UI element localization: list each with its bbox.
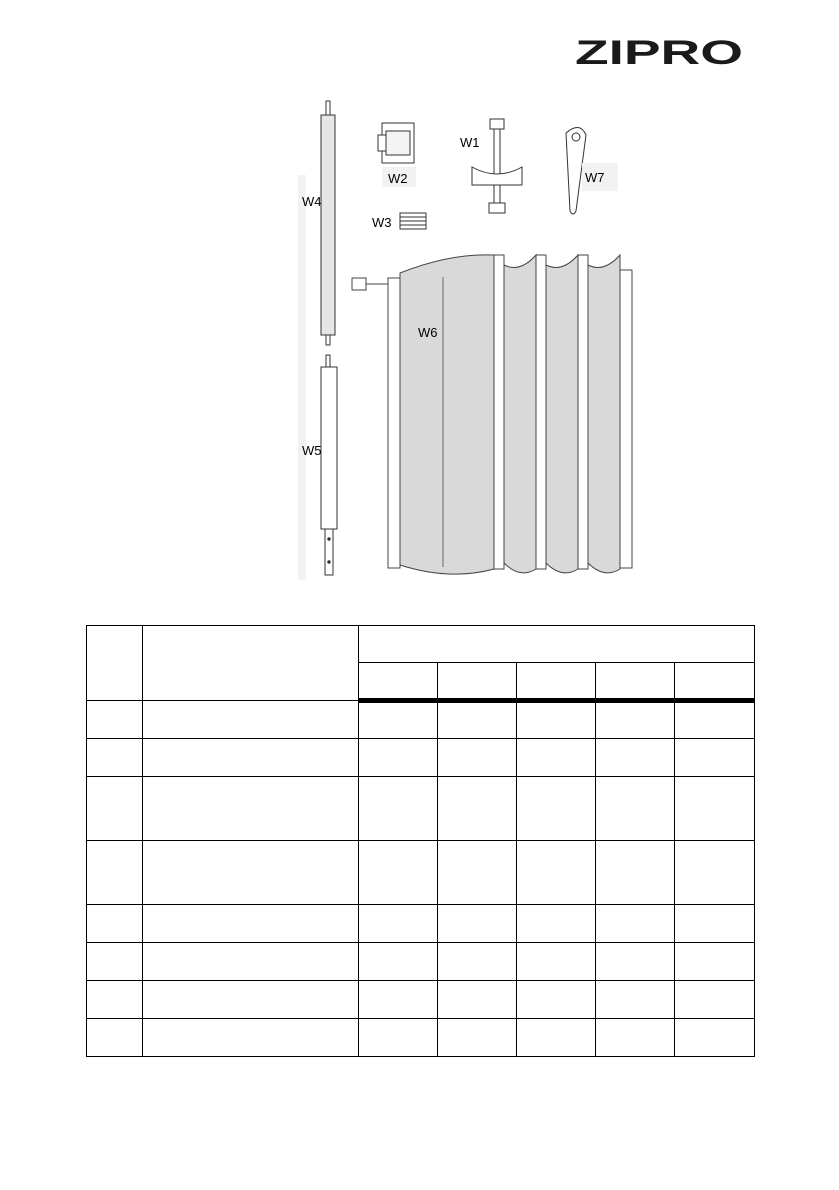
table-cell [359, 943, 438, 981]
part-w4-tube [321, 101, 335, 345]
table-cell [143, 777, 359, 841]
table-cell [359, 981, 438, 1019]
table-cell [143, 943, 359, 981]
table-row [87, 841, 755, 905]
logo-text: ZIPRO [575, 36, 743, 68]
table-cell [87, 981, 143, 1019]
table-cell [675, 841, 755, 905]
part-w5-tube [321, 355, 337, 575]
table-cell [438, 701, 517, 739]
label-w1: W1 [460, 135, 480, 150]
table-cell [675, 739, 755, 777]
table-cell [675, 905, 755, 943]
table-cell [143, 841, 359, 905]
table-cell [87, 739, 143, 777]
table-cell [143, 739, 359, 777]
table-cell [143, 701, 359, 739]
label-strip [298, 175, 306, 580]
table-cell [359, 777, 438, 841]
label-w7: W7 [585, 170, 605, 185]
table-cell [87, 1019, 143, 1057]
table-cell [87, 841, 143, 905]
table-cell [87, 905, 143, 943]
table-cell [359, 701, 438, 739]
table-cell [438, 943, 517, 981]
table-cell [517, 701, 596, 739]
table-cell [517, 981, 596, 1019]
table-cell [596, 777, 675, 841]
label-w6: W6 [418, 325, 438, 340]
table-cell [596, 701, 675, 739]
table-cell [675, 1019, 755, 1057]
header-no [87, 626, 143, 701]
table-cell [517, 943, 596, 981]
table-cell [438, 981, 517, 1019]
table-cell [87, 943, 143, 981]
table-cell [359, 841, 438, 905]
table-cell [143, 905, 359, 943]
table-cell [596, 1019, 675, 1057]
table-body [87, 701, 755, 1057]
table-cell [596, 739, 675, 777]
header-sub [438, 663, 517, 701]
table-row [87, 1019, 755, 1057]
header-sub [675, 663, 755, 701]
header-sub [359, 663, 438, 701]
table-row [87, 905, 755, 943]
parts-table [86, 625, 755, 1057]
header-sub [517, 663, 596, 701]
table-cell [359, 1019, 438, 1057]
table-cell [359, 739, 438, 777]
table-row [87, 943, 755, 981]
zipro-logo [575, 36, 745, 68]
table-cell [87, 777, 143, 841]
header-group [359, 626, 755, 663]
table-cell [517, 905, 596, 943]
table-cell [143, 981, 359, 1019]
table-cell [438, 739, 517, 777]
table-cell [517, 1019, 596, 1057]
table-row [87, 981, 755, 1019]
label-w2: W2 [388, 171, 408, 186]
part-w2-clamp [378, 123, 414, 163]
table-cell [596, 943, 675, 981]
table-cell [675, 981, 755, 1019]
table-cell [438, 905, 517, 943]
table-cell [438, 1019, 517, 1057]
part-w6-cover [352, 255, 632, 574]
table-cell [675, 701, 755, 739]
table-cell [596, 981, 675, 1019]
table-cell [596, 841, 675, 905]
parts-diagram [290, 95, 660, 600]
table-cell [359, 905, 438, 943]
table-row [87, 739, 755, 777]
table-row [87, 777, 755, 841]
table-cell [675, 777, 755, 841]
table-cell [675, 943, 755, 981]
header-sub [596, 663, 675, 701]
table-cell [87, 701, 143, 739]
table-cell [517, 841, 596, 905]
table-cell [596, 905, 675, 943]
table-cell [438, 841, 517, 905]
label-w3: W3 [372, 215, 392, 230]
header-description [143, 626, 359, 701]
table-cell [517, 739, 596, 777]
label-w5: W5 [302, 443, 322, 458]
table-cell [438, 777, 517, 841]
label-w4: W4 [302, 194, 322, 209]
table-row [87, 701, 755, 739]
table-cell [517, 777, 596, 841]
part-w3-cap [400, 213, 426, 229]
table-cell [143, 1019, 359, 1057]
part-w1-bolt [472, 119, 522, 213]
